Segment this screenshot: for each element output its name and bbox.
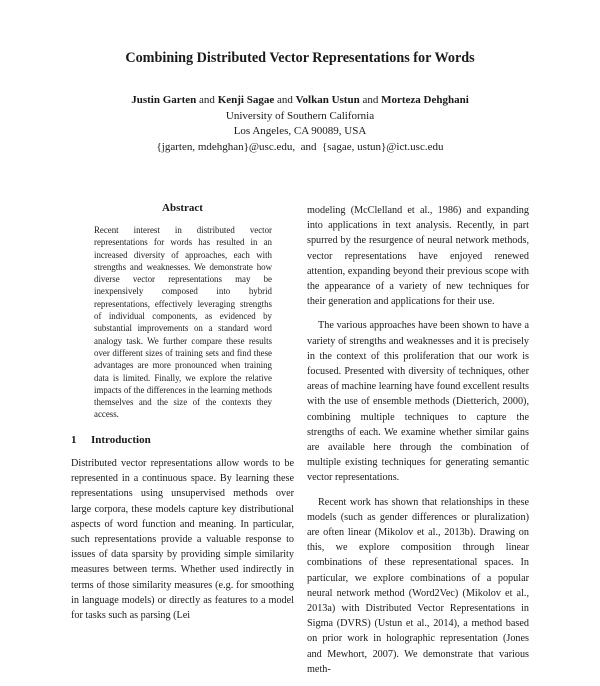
abstract-heading: Abstract (162, 202, 203, 214)
author-name: Morteza Dehghani (381, 94, 469, 106)
author-block (0, 93, 600, 155)
author-list (0, 93, 600, 109)
affiliation: University of Southern California (225, 109, 375, 122)
author-name: Kenji Sagae (217, 94, 275, 106)
author-name: Volkan Ustun (295, 94, 360, 106)
paragraph: The various approaches have been shown to have a variety of strengths and weaknesses and it is precisely in the context of this proliferation that our work is focused. Presented with diversity of techniques, other areas of machine learning have found excellent results with the use of ensemble methods (Dietterich, 2000), combining multiple techniques to capture the strengths of each. We examine whether similar gains are available here through the combination of multiple existing techniques for generating semantic vector representations. (307, 320, 529, 484)
paragraph: Distributed vector representations allow words to be represented in a continuous space. By learning these representations using unsupervised methods over large corpora, these models capture key distributional aspects of word function and meaning. In particular, such representations provide a valuable response to issues of data sparsity by providing simple similarity measures between terms. Whether used indirectly in terms of those similarity measures (e.g. for smoothing in language models) or directly as features to a model for tasks such as parsing (Lei (71, 458, 294, 622)
paragraph: modeling (McClelland et al., 1986) and expanding into applications in text analysis. Recently, in part spurred by the resurgence of neural network methods, vector representations have enjoyed renewed attention, expanding beyond their previous scope with the appearance of a variety of new techniques for their generation and applications for their use. (307, 205, 529, 308)
address: Los Angeles, CA 90089, USA (233, 125, 367, 137)
author-separator: and (199, 94, 215, 106)
section-heading-introduction (71, 434, 294, 446)
author-name: Justin Garten (131, 94, 197, 106)
section-number: 1 (71, 434, 77, 446)
introduction-body (71, 456, 294, 632)
right-column-body (307, 203, 529, 686)
paragraph: Recent work has shown that relationships in these models (such as gender differences or pluralization) are often linear (Mikolov et al., 2013b). Drawing on this, we explore composition through linear combinations of these representational spaces. In particular, we explore combinations of a popular neural network method (Word2Vec) (Mikolov et al., 2013a) with Distributed Vector Representations in Sigma (DVRS) (Ustun et al., 2014), a method based on prior work in holographic representation (Jones and Mewhort, 2007). We demonstrate that various meth- (307, 496, 529, 675)
emails: {jgarten, mdehghan}@usc.edu, and {sagae, ustun}@ict.usc.edu (156, 140, 444, 153)
author-separator: and (362, 94, 379, 106)
author-separator: and (276, 94, 293, 106)
abstract-text: Recent interest in distributed vector representations for words has resulted in an increased diversity of approaches, each with strengths and weaknesses. We demonstrate how diverse vector representations may be inexpensively composed into hybrid representations, effectively leveraging strengths of individual components, as evidenced by substantial improvements on a standard word analogy task. We further compare these results over different sizes of training sets and find these advantages are more pronounced when training data is limited. Finally, we explore the relative impacts of the differences in the learning methods themselves and the size of the contexts they access. (94, 225, 272, 420)
paper-title: Combining Distributed Vector Representations for Words (125, 50, 475, 66)
section-title: Introduction (91, 434, 151, 446)
